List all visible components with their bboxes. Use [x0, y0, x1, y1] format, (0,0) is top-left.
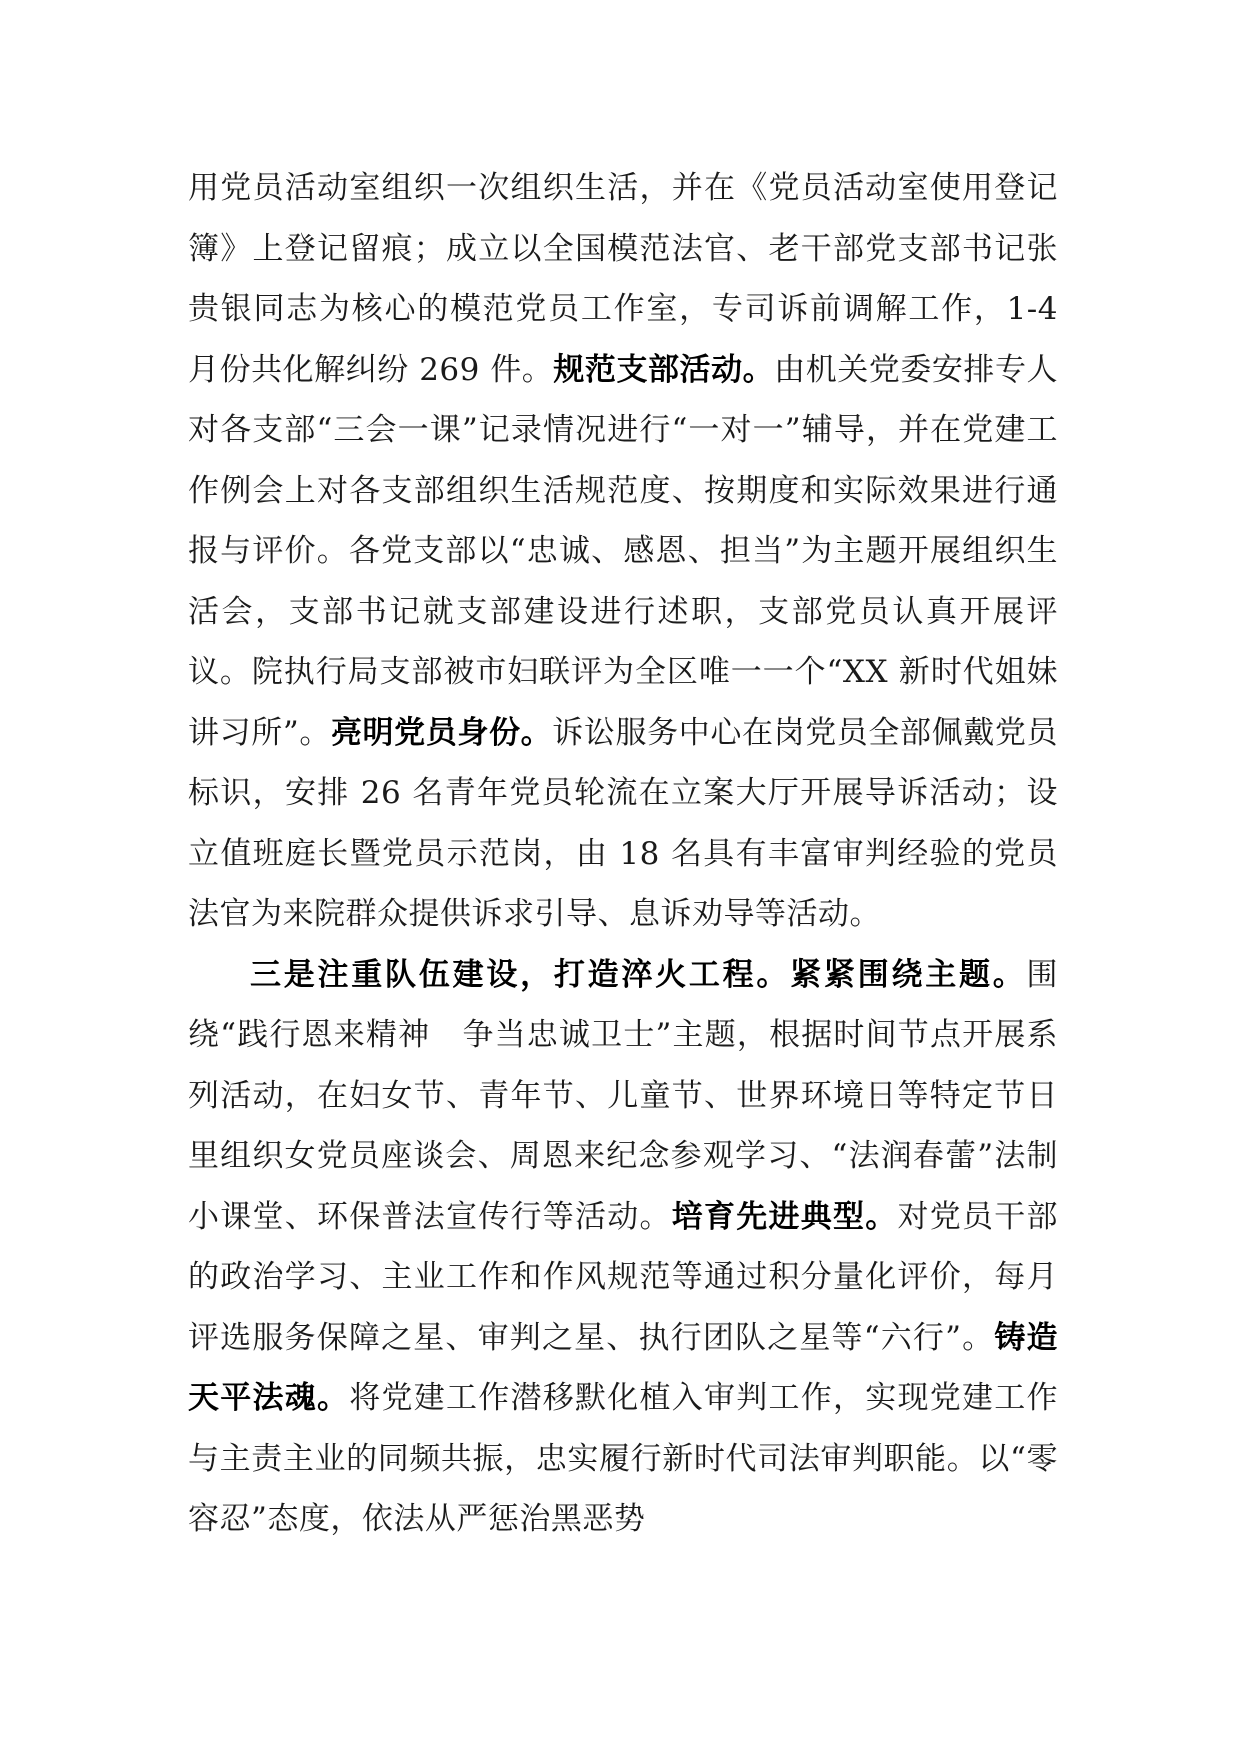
text-run: 将党建工作潜移默化植入审判工作，实现党建工作与主责主业的同频共振，忠实履行新时代司法审判职能。以“零容忍”态度，依法从严惩治黑恶势: [188, 1380, 1058, 1537]
text-run: 围绕“践行恩来精神 争当忠诚卫士”主题，根据时间节点开展系列活动，在妇女节、青年节、儿童节、世界环境日等特定节日里组织女党员座谈会、周恩来纪念参观学习、“法润春蕾”法制小课堂、环保普法宣传行等活动。: [188, 956, 1058, 1235]
heading-forge-justice-soul: 铸造天平法魂。: [188, 1319, 1059, 1416]
text-run: 用党员活动室组织一次组织生活，并在《党员活动室使用登记簿》上登记留痕；成立以全国模范法官、老干部党支部书记张贵银同志为核心的模范党员工作室，专司诉前调解工作，1-4 月份共化解纠纷 269 件。: [188, 170, 1058, 388]
text-run: 诉讼服务中心在岗党员全部佩戴党员标识，安排 26 名青年党员轮流在立案大厅开展导诉活动；设立值班庭长暨党员示范岗，由 18 名具有丰富审判经验的党员法官为来院群众提供诉求引导、息诉劝导等活动。: [188, 714, 1059, 932]
heading-show-party-identity: 亮明党员身份。: [330, 714, 553, 751]
text-run: 对党员干部的政治学习、主业工作和作风规范等通过积分量化评价，每月评选服务保障之星、审判之星、执行团队之星等“六行”。: [188, 1198, 1058, 1356]
document-body: [188, 158, 1058, 1550]
heading-cultivate-models: 培育先进典型。: [671, 1198, 898, 1235]
text-run: 由机关党委安排专人对各支部“三会一课”记录情况进行“一对一”辅导，并在党建工作例会上对各支部组织生活规范度、按期度和实际效果进行通报与评价。各党支部以“忠诚、感恩、担当”为主题开展组织生活会，支部书记就支部建设进行述职，支部党员认真开展评议。院执行局支部被市妇联评为全区唯一一个“XX 新时代姐妹讲习所”。: [188, 351, 1059, 751]
paragraph-1: [188, 158, 1058, 945]
heading-regulate-branch-activities: 规范支部活动。: [553, 351, 775, 388]
heading-team-building: 三是注重队伍建设，打造淬火工程。紧紧围绕主题。: [250, 956, 1027, 993]
paragraph-2: [188, 945, 1058, 1550]
